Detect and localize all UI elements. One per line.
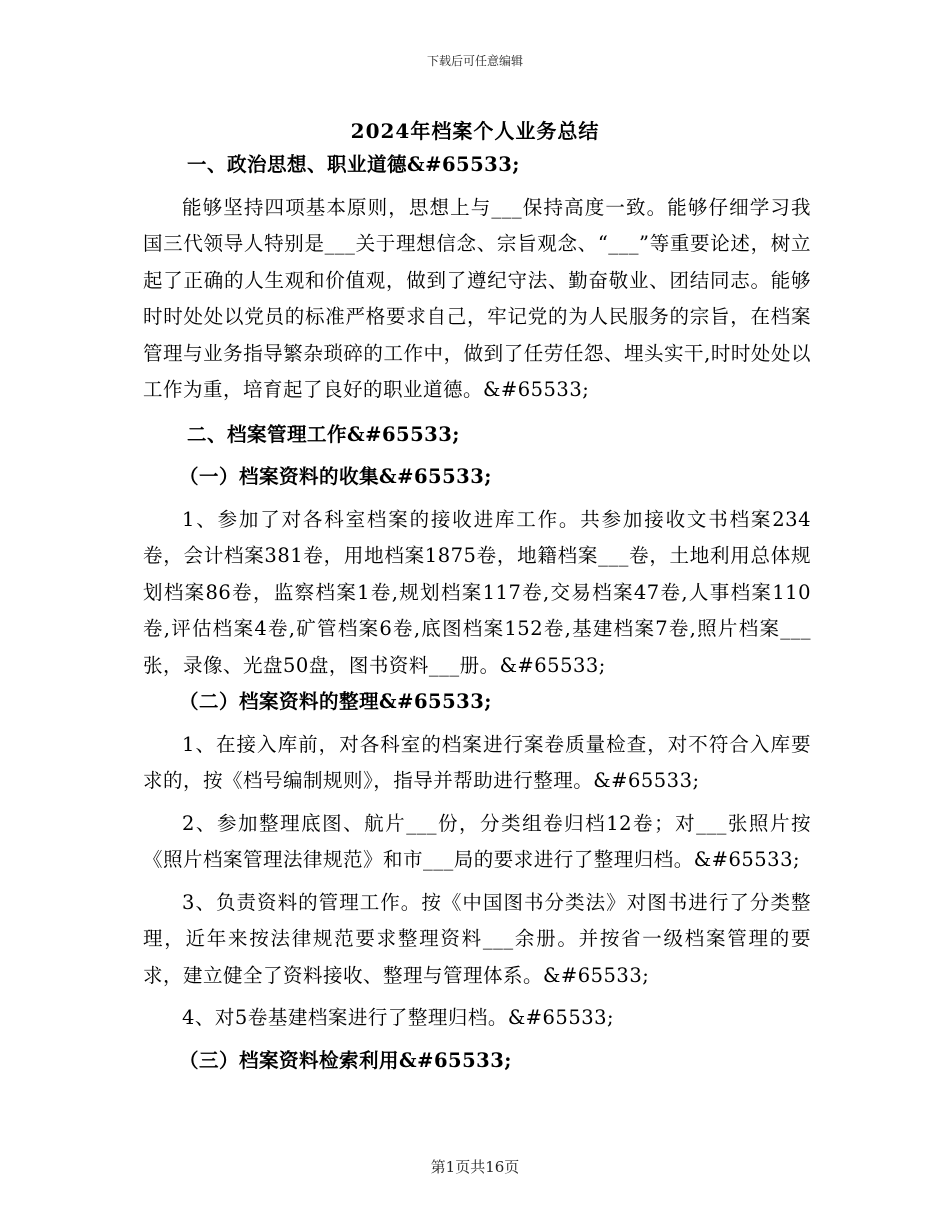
subsection-2-2-paragraph-1: 1、在接入库前，对各科室的档案进行案卷质量检查，对不符合入库要求的，按《档号编制规则》，指导并帮助进行整理。&#65533; [143, 732, 811, 792]
subsection-heading-2-3: （三）档案资料检索利用&#65533; [179, 1048, 512, 1072]
subsection-2-2-paragraph-2: 2、参加整理底图、航片___份，分类组卷归档12卷；对___张照片按《照片档案管理法律规范》和市___局的要求进行了整理归档。&#65533; [143, 811, 811, 871]
subsection-heading-2-2: （二）档案资料的整理&#65533; [179, 690, 492, 713]
subsection-2-1-paragraph-1: 1、参加了对各科室档案的接收进库工作。共参加接收文书档案234卷，会计档案381卷，用地档案1875卷，地籍档案___卷，土地利用总体规划档案86卷，监察档案1卷,规划档案117卷,交易档案47卷,人事档案110卷,评估档案4卷,矿管档案6卷,底图档案152卷,基建档案7卷,照片档案___张，录像、光盘50盘，图书资料___册。&#65533; [143, 507, 811, 677]
subsection-2-2-paragraph-4: 4、对5卷基建档案进行了整理归档。&#65533; [182, 1006, 615, 1029]
section-heading-1: 一、政治思想、职业道德&#65533; [187, 153, 520, 176]
page-footer: 第1页共16页 [430, 1158, 520, 1176]
section-heading-2: 二、档案管理工作&#65533; [187, 422, 460, 446]
document-title: 2024年档案个人业务总结 [350, 119, 600, 143]
section-1-paragraph: 能够坚持四项基本原则，思想上与___保持高度一致。能够仔细学习我国三代领导人特别是___关于理想信念、宗旨观念、“___”等重要论述，树立起了正确的人生观和价值观，做到了遵纪守法、勤奋敬业、团结同志。能够时时处处以党员的标准严格要求自己，牢记党的为人民服务的宗旨，在档案管理与业务指导繁杂琐碎的工作中，做到了任劳任怨、埋头实干,时时处处以工作为重，培育起了良好的职业道德。&#65533; [143, 195, 811, 401]
page-header: 下载后可任意编辑 [426, 54, 523, 68]
document-body [143, 147, 811, 1079]
subsection-2-2-paragraph-3: 3、负责资料的管理工作。按《中国图书分类法》对图书进行了分类整理，近年来按法律规范要求整理资料___余册。并按省一级档案管理的要求，建立健全了资料接收、整理与管理体系。&#65533; [143, 890, 811, 987]
subsection-heading-2-1: （一）档案资料的收集&#65533; [179, 465, 492, 488]
